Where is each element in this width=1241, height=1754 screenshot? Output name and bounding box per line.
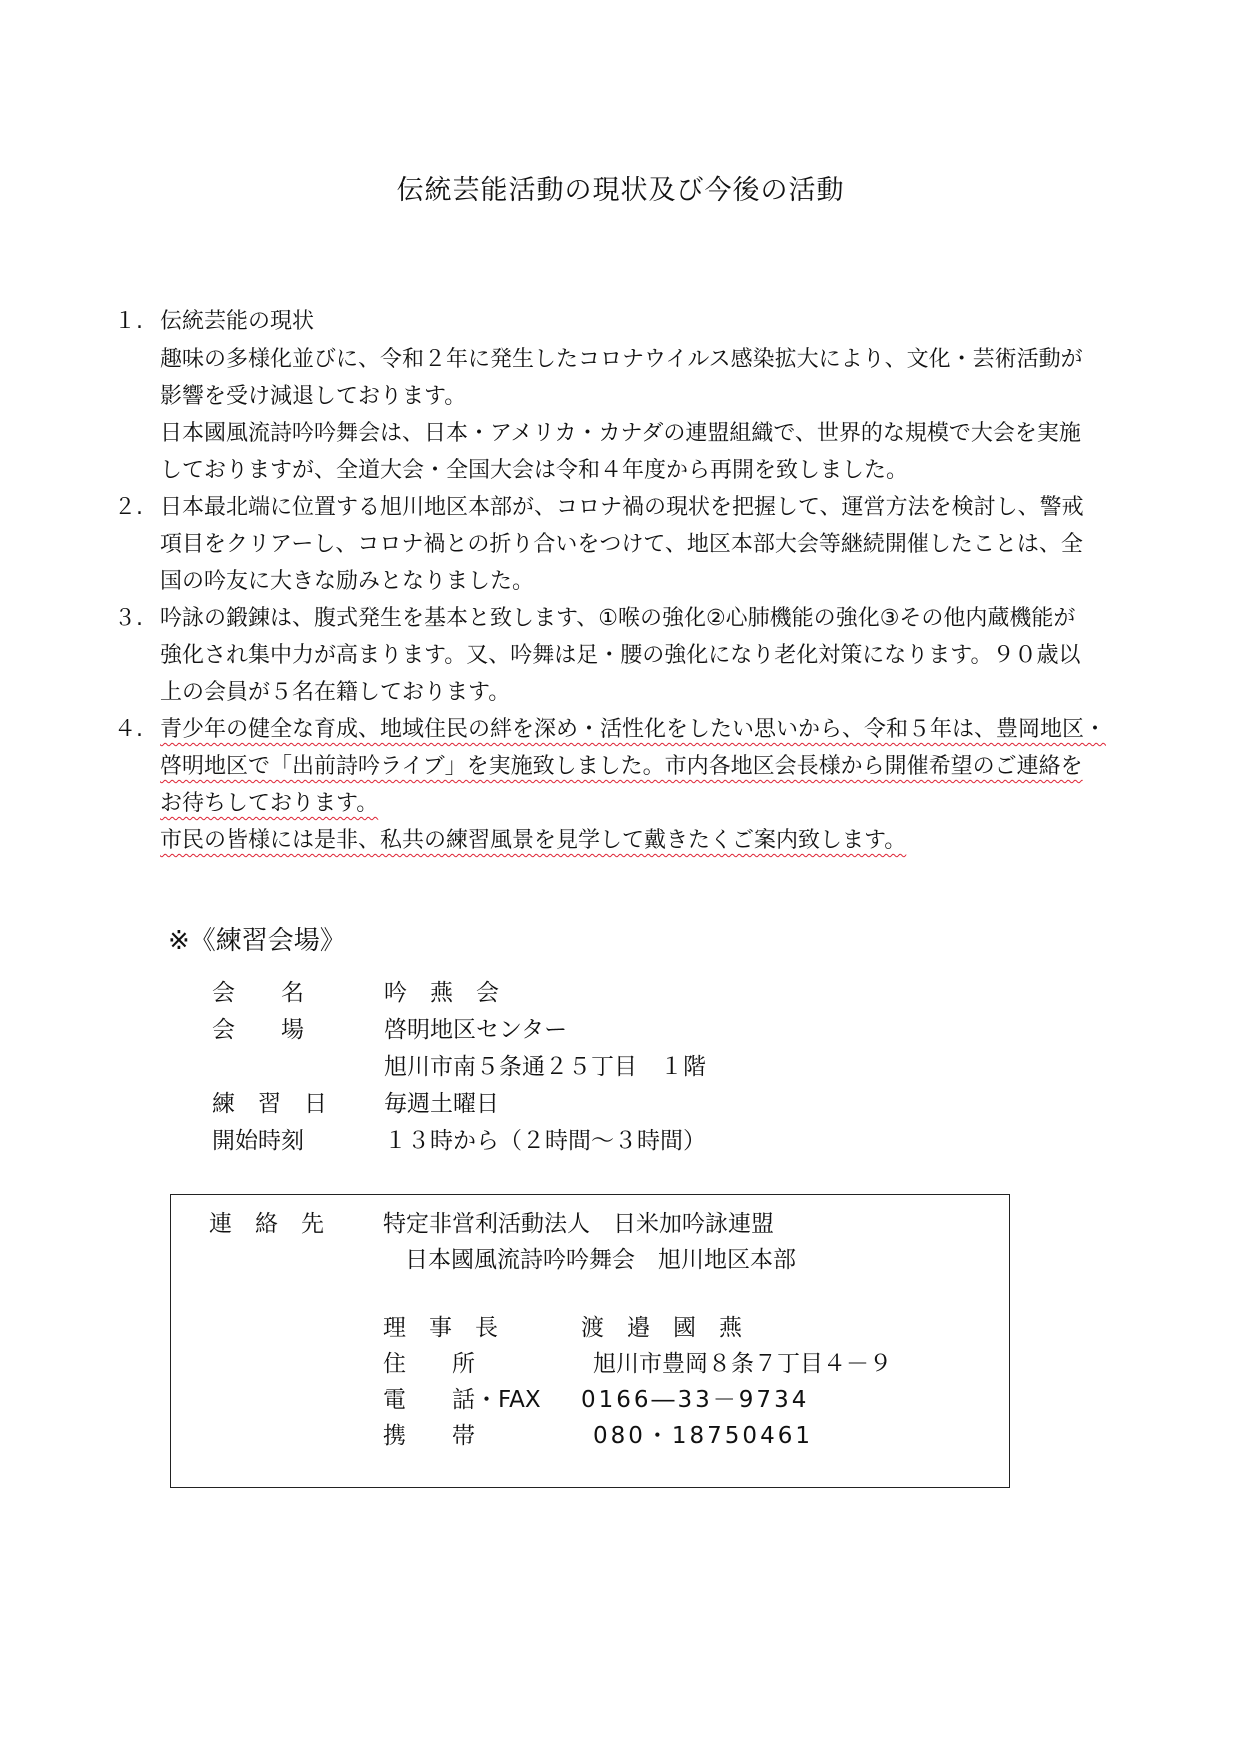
contact-row-label: 住 所 [383,1351,475,1377]
venue-value: 啓明地区センター [384,1017,568,1043]
contact-box [170,1194,1010,1488]
venue-value: 吟 燕 会 [384,980,499,1006]
paragraph-line: 吟詠の鍛錬は、腹式発生を基本と致します、①喉の強化②心肺機能の強化③その他内蔵機能が [160,606,1076,631]
paragraph-line: 市民の皆様には是非、私共の練習風景を見学して戴きたくご案内致します。 [160,828,907,853]
venue-label: 会 名 [212,980,304,1006]
contact-row-label: 携 帯 [383,1423,475,1449]
venue-address: 旭川市南５条通２５丁目 １階 [384,1054,706,1080]
contact-org-line1: 特定非営利活動法人 日米加吟詠連盟 [383,1211,774,1237]
section-number: ４. [114,717,143,742]
venue-value: 毎週土曜日 [384,1091,499,1117]
paragraph-line: 趣味の多様化並びに、令和２年に発生したコロナウイルス感染拡大により、文化・芸術活動が [160,347,1083,372]
paragraph-line: 日本國風流詩吟吟舞会は、日本・アメリカ・カナダの連盟組織で、世界的な規模で大会を実施 [160,421,1081,446]
document-title: 伝統芸能活動の現状及び今後の活動 [396,175,845,206]
section-number: ２. [114,495,143,520]
paragraph-line: 強化され集中力が高まります。又、吟舞は足・腰の強化になり老化対策になります。９０歳以 [160,643,1081,668]
section-number: １. [114,309,143,334]
venue-label: 練 習 日 [212,1091,327,1117]
paragraph-line: 影響を受け減退しております。 [160,384,467,409]
paragraph-line: 啓明地区で「出前詩吟ライブ」を実施致しました。市内各地区会長様から開催希望のご連絡を [160,754,1083,779]
paragraph-line: しておりますが、全道大会・全国大会は令和４年度から再開を致しました。 [160,458,909,483]
section-heading: 伝統芸能の現状 [160,309,315,334]
paragraph-line: 項目をクリアーし、コロナ禍との折り合いをつけて、地区本部大会等継続開催したことは、全 [160,532,1083,557]
paragraph-line: 上の会員が５名在籍しております。 [160,680,511,705]
venue-heading: ※《練習会場》 [168,926,346,956]
contact-chairman: 渡 邉 國 燕 [581,1315,742,1341]
contact-phone-fax: 0166―33－9734 [581,1387,810,1413]
paragraph-line: 国の吟友に大きな励みとなりました。 [160,569,535,594]
contact-org-line2: 日本國風流詩吟吟舞会 旭川地区本部 [405,1247,796,1273]
paragraph-line: お待ちしております。 [160,791,379,816]
contact-mobile: 080・18750461 [593,1423,813,1449]
contact-address: 旭川市豊岡８条７丁目４－９ [593,1351,892,1377]
contact-label: 連 絡 先 [209,1211,324,1237]
paragraph-line: 青少年の健全な育成、地域住民の絆を深め・活性化をしたい思いから、令和５年は、豊岡地区・ [160,717,1107,742]
paragraph-line: 日本最北端に位置する旭川地区本部が、コロナ禍の現状を把握して、運営方法を検討し、警戒 [160,495,1084,520]
contact-row-label: 電 話・FAX [383,1387,541,1413]
contact-row-label: 理 事 長 [383,1315,498,1341]
venue-label: 開始時刻 [212,1128,304,1154]
venue-label: 会 場 [212,1017,304,1043]
section-number: ３. [114,606,143,631]
venue-value: １３時から（２時間～３時間） [384,1128,706,1154]
